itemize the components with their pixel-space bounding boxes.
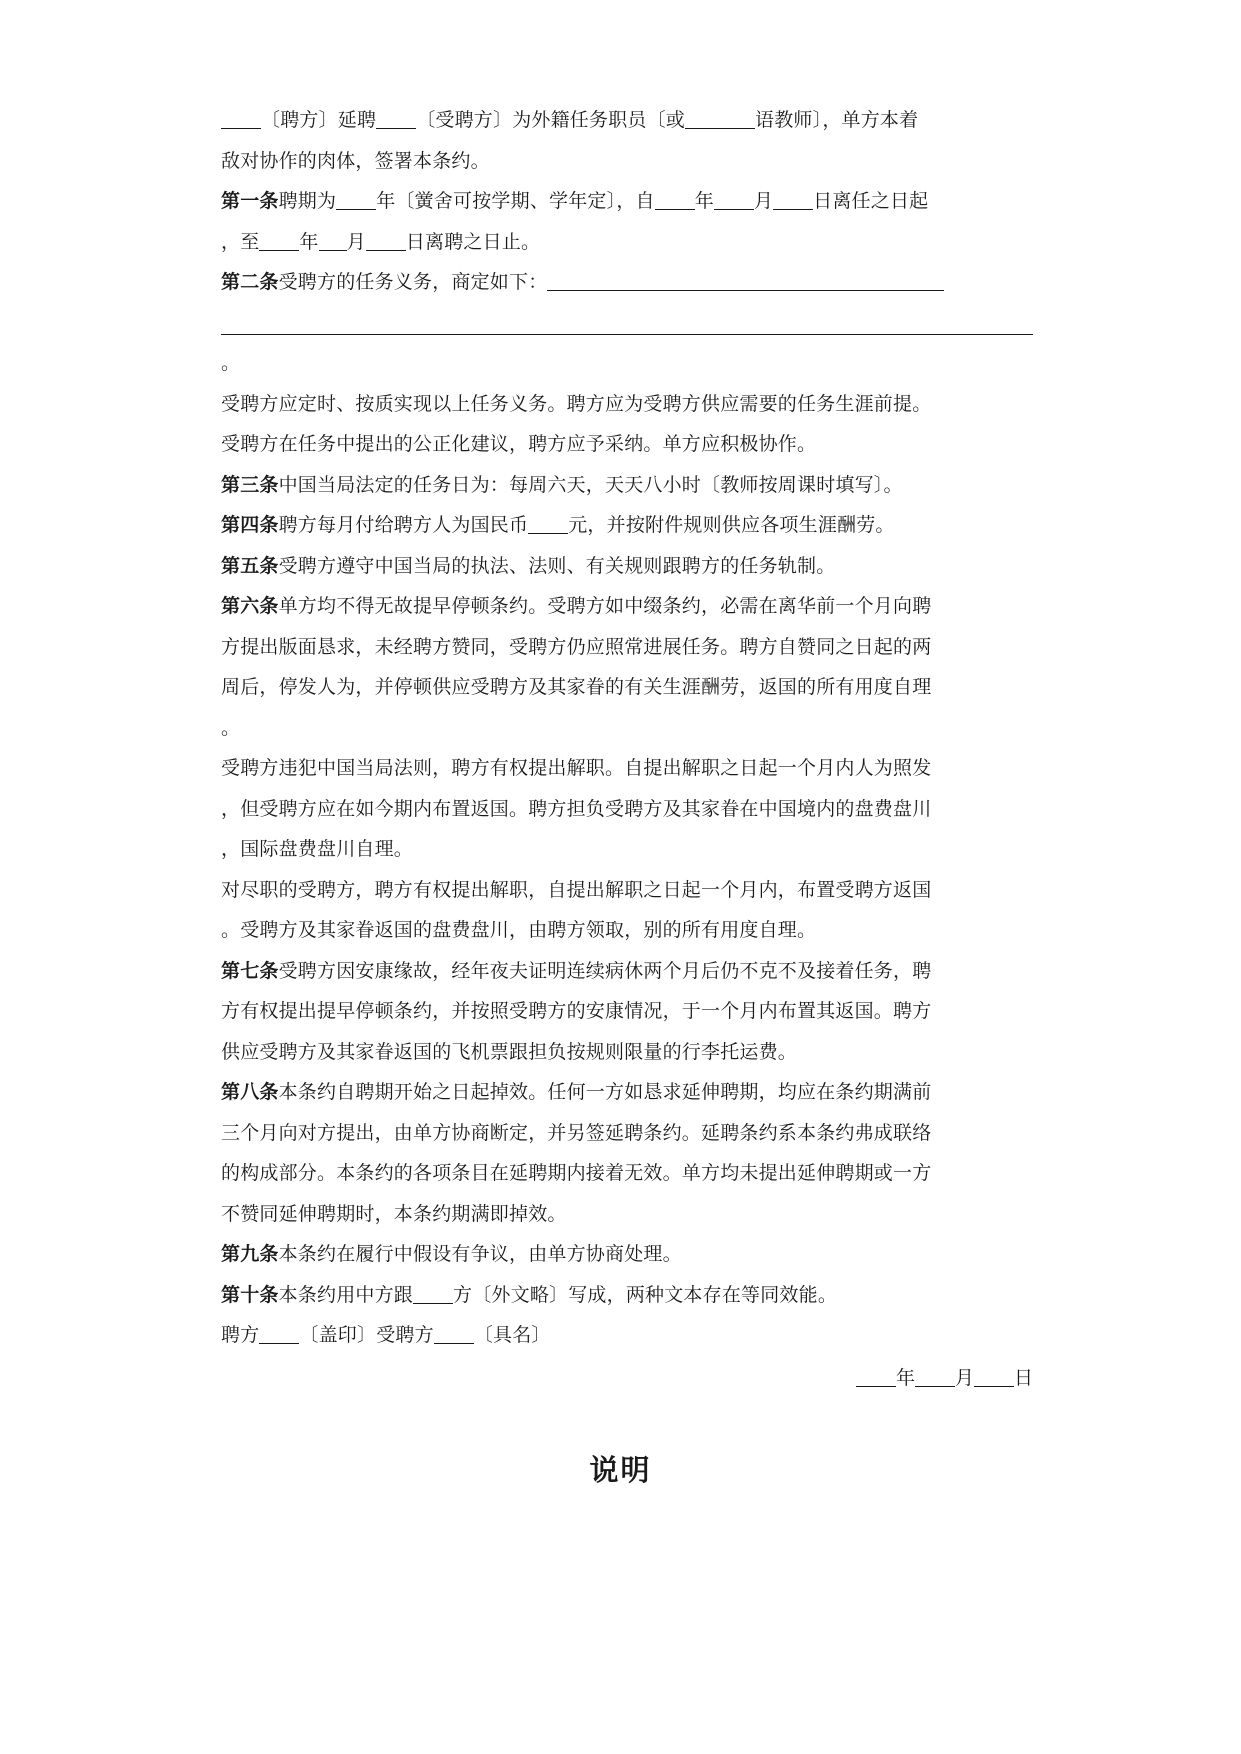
intro-line: 敌对协作的肉体，签署本条约。 [221,149,490,172]
blank-sign-year [856,1364,896,1387]
article-label: 第三条 [221,473,279,496]
article-label: 第十条 [221,1283,279,1306]
paragraph-line: 受聘方在任务中提出的公正化建议，聘方应予采纳。单方应积极协作。 [221,433,817,455]
blank-start-month [714,187,754,210]
paragraph-line: ，国际盘费盘川自理。 [221,838,414,860]
blank-start-day [773,187,813,210]
blank-end-day [366,228,406,251]
paragraph-line: 不赞同延伸聘期时，本条约期满即掉效。 [221,1202,567,1225]
paragraph-line: ，但受聘方应在如今期内布置返国。聘方担负受聘方及其家眷在中国境内的盘费盘川 [221,797,932,820]
contract-body [221,100,1033,1398]
blank-employer-seal [259,1321,299,1344]
article-label: 第八条 [221,1081,279,1103]
paragraph-line: 方提出版面恳求，未经聘方赞同，受聘方仍应照常进展任务。聘方自赞同之日起的两 [221,635,932,658]
article-2-end: 。 [221,352,241,374]
blank-end-month [319,228,347,251]
blank-salary [528,511,568,534]
paragraph-line: 对尽职的受聘方，聘方有权提出解职，自提出解职之日起一个月内，布置受聘方返国 [221,878,932,901]
article-label: 第二条 [221,271,279,293]
article-1-cont: ，至 年 月 日离聘之日止。 [221,222,1033,263]
signature-line: 聘方 〔盖印〕受聘方 〔具名〕 [221,1315,1033,1356]
section-heading: 说明 [589,1453,652,1487]
blank-sign-month [915,1364,955,1387]
paragraph-line: 周后，停发人为，并停顿供应受聘方及其家眷的有关生涯酬劳，返国的所有用度自理 [221,676,932,698]
article-1: 第一条聘期为 年〔黉舍可按学期、学年定〕，自 年 月 日离任之日起 [221,181,1033,222]
blank-start-year [655,187,695,210]
article-label: 第一条 [221,190,279,212]
article-7: 第七条受聘方因安康缘故，经年夜夫证明连续病休两个月后仍不克不及接着任务，聘 [221,959,932,982]
blank-employee-signature [434,1321,474,1344]
blank-end-year [259,228,299,251]
paragraph-line: 方有权提出提早停顿条约，并按照受聘方的安康情况，于一个月内布置其返国。聘方 [221,1000,932,1022]
blank-employer [221,106,261,129]
article-label: 第五条 [221,554,279,577]
article-label: 第四条 [221,514,279,536]
intro-line: 〔聘方〕延聘 〔受聘方〕为外籍任务职员〔或 语教师〕，单方本着 [221,100,1033,141]
article-label: 第七条 [221,959,279,982]
blank-employee [376,106,416,129]
blank-language [413,1281,453,1304]
article-10: 第十条本条约用中方跟 方〔外文略〕写成，两种文本存在等同效能。 [221,1275,1033,1316]
date-line: 年 月 日 [221,1358,1033,1399]
paragraph-line: 。 [221,716,241,739]
article-label: 第九条 [221,1243,279,1265]
blank-years [336,187,376,210]
blank-sign-day [974,1364,1014,1387]
article-8: 第八条本条约自聘期开始之日起掉效。任何一方如恳求延伸聘期，均应在条约期满前 [221,1081,932,1103]
blank-duties [547,268,944,291]
paragraph-line: 的构成部分。本条约的各项条目在延聘期内接着无效。单方均未提出延伸聘期或一方 [221,1162,932,1184]
paragraph-line: 。受聘方及其家眷返国的盘费盘川，由聘方领取，别的所有用度自理。 [221,919,817,941]
article-5: 第五条受聘方遵守中国当局的执法、法则、有关规则跟聘方的任务轨制。 [221,554,836,577]
blank-language [685,106,755,129]
article-6: 第六条单方均不得无故提早停顿条约。受聘方如中缀条约，必需在离华前一个月向聘 [221,595,932,617]
paragraph-line: 供应受聘方及其家眷返国的飞机票跟担负按规则限量的行李托运费。 [221,1040,798,1063]
paragraph-line: 受聘方应定时、按质实现以上任务义务。聘方应为受聘方供应需要的任务生涯前提。 [221,392,932,415]
article-3: 第三条中国当局法定的任务日为：每周六天，天天八小时〔教师按周课时填写〕。 [221,473,903,496]
paragraph-line: 受聘方违犯中国当局法则，聘方有权提出解职。自提出解职之日起一个月内人为照发 [221,757,932,779]
blank-duties-line [221,303,1033,344]
article-9: 第九条本条约在履行中假设有争议，由单方协商处理。 [221,1243,682,1265]
article-label: 第六条 [221,595,279,617]
article-2: 第二条受聘方的任务义务，商定如下： [221,262,1033,303]
article-4: 第四条聘方每月付给聘方人为国民币 元，并按附件规则供应各项生涯酬劳。 [221,505,1033,546]
paragraph-line: 三个月向对方提出，由单方协商断定，并另签延聘条约。延聘条约系本条约弗成联络 [221,1121,932,1144]
